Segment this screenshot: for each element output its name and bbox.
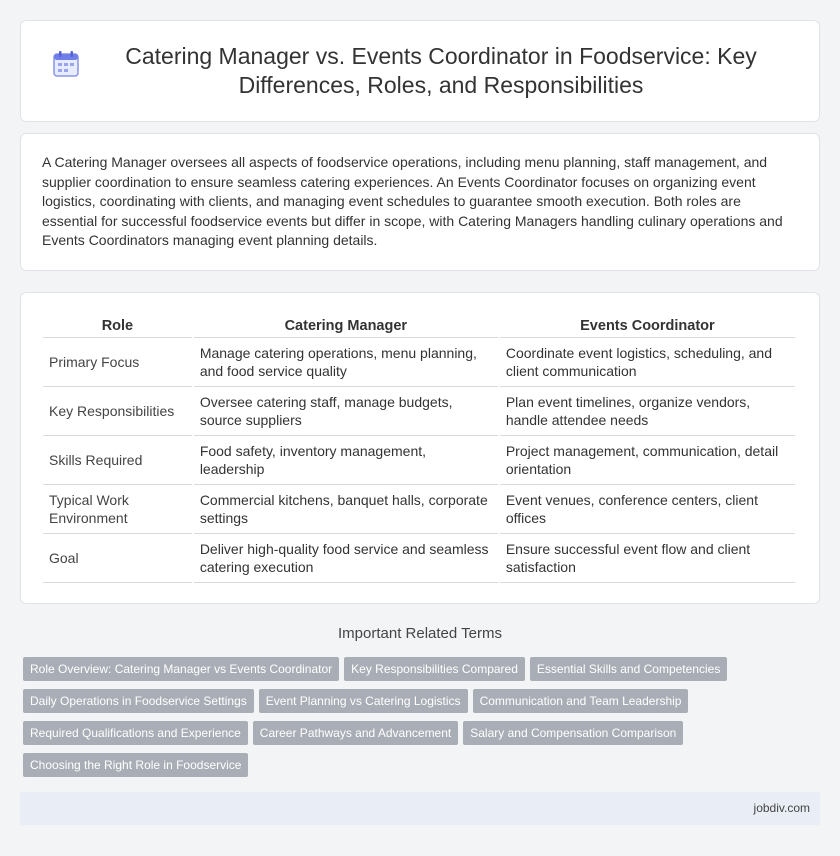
catering-manager-cell: Commercial kitchens, banquet halls, corporate settings [194,485,498,534]
table-row [43,338,795,387]
header-card [20,20,820,122]
footer [20,792,820,825]
related-term-tag[interactable]: Salary and Compensation Comparison [463,721,683,745]
catering-manager-cell: Deliver high-quality food service and seamless catering execution [194,534,498,583]
table-header-row [43,315,795,338]
related-term-tag[interactable]: Daily Operations in Foodservice Settings [23,689,254,713]
events-coordinator-cell: Ensure successful event flow and client satisfaction [500,534,795,583]
related-term-tag[interactable]: Communication and Team Leadership [473,689,689,713]
events-coordinator-cell: Plan event timelines, organize vendors, handle attendee needs [500,387,795,436]
header-catering-manager: Catering Manager [194,315,498,338]
comparison-table [41,315,797,583]
intro-paragraph: A Catering Manager oversees all aspects of foodservice operations, including menu planning, staff management, and supplier coordination to ensure seamless catering experiences. An Events Coordinator focuses on organizing event logistics, coordinating with clients, and managing event schedules to guarantee smooth execution. Both roles are essential for successful foodservice events but differ in scope, with Catering Managers handling culinary operations and Events Coordinators managing event planning details. [42,154,783,248]
row-label: Goal [43,534,192,583]
table-row [43,436,795,485]
related-term-tag[interactable]: Role Overview: Catering Manager vs Events Coordinator [23,657,339,681]
calendar-icon [51,49,81,79]
related-term-tag[interactable]: Key Responsibilities Compared [344,657,525,681]
related-term-tag[interactable]: Career Pathways and Advancement [253,721,458,745]
table-row [43,485,795,534]
related-term-tag[interactable]: Choosing the Right Role in Foodservice [23,753,248,777]
catering-manager-cell: Oversee catering staff, manage budgets, source suppliers [194,387,498,436]
related-term-tag[interactable]: Event Planning vs Catering Logistics [259,689,468,713]
events-coordinator-cell: Event venues, conference centers, client offices [500,485,795,534]
related-terms-tags [23,657,823,785]
comparison-card [20,292,820,604]
row-label: Skills Required [43,436,192,485]
catering-manager-cell: Manage catering operations, menu planning, and food service quality [194,338,498,387]
intro-card [20,133,820,271]
header-events-coordinator: Events Coordinator [500,315,795,338]
related-term-tag[interactable]: Essential Skills and Competencies [530,657,727,681]
title-wrap [21,42,819,100]
table-row [43,534,795,583]
header-role: Role [43,315,192,338]
catering-manager-cell: Food safety, inventory management, leadership [194,436,498,485]
footer-site-link[interactable]: jobdiv.com [753,801,810,815]
page-title: Catering Manager vs. Events Coordinator in Foodservice: Key Differences, Roles, and Responsibilities [125,43,757,98]
row-label: Key Responsibilities [43,387,192,436]
row-label: Typical Work Environment [43,485,192,534]
table-row [43,387,795,436]
row-label: Primary Focus [43,338,192,387]
related-term-tag[interactable]: Required Qualifications and Experience [23,721,248,745]
events-coordinator-cell: Coordinate event logistics, scheduling, and client communication [500,338,795,387]
related-terms-title: Important Related Terms [338,625,502,642]
events-coordinator-cell: Project management, communication, detail orientation [500,436,795,485]
